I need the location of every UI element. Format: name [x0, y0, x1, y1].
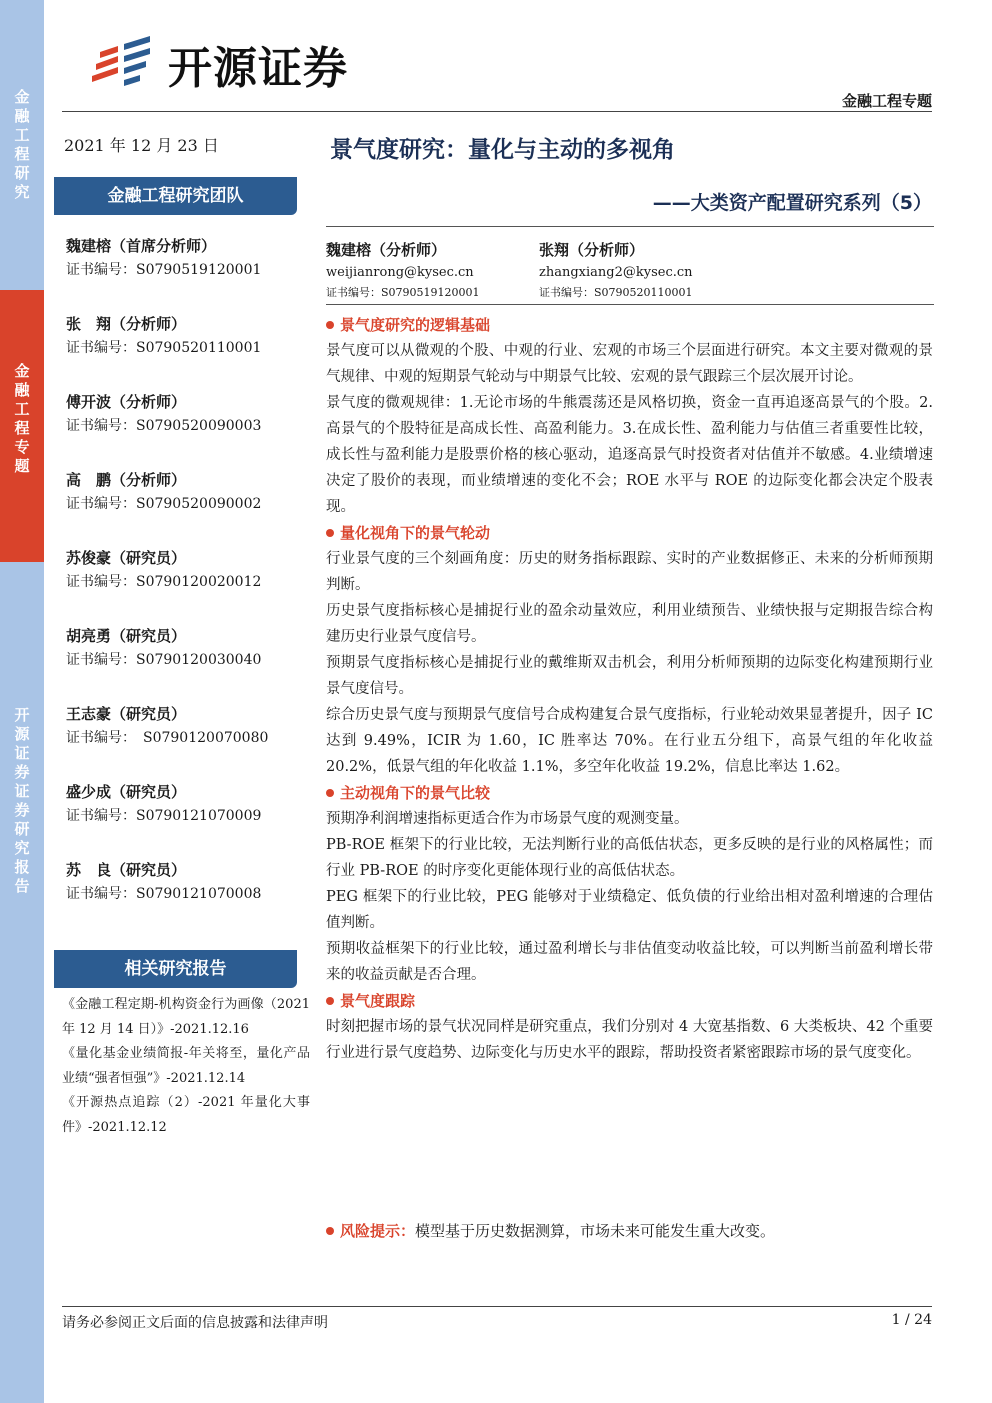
- risk-label: 风险提示：: [340, 1222, 416, 1240]
- logo-text: 开源证券: [168, 43, 348, 94]
- section-paragraph: 景气度的微观规律：1.无论市场的牛熊震荡还是风格切换，资金一直再追逐高景气的个股。2.高景气的个股特征是高成长性、高盈利能力。3.在成长性、盈利能力与估值三者重要性比较，成长性与盈利能力是股票价格的核心驱动，追逐高景气时投资者对估值并不敏感。4.业绩增速决定了股价的表现，而业绩增速的变化不会；ROE 水平与 ROE 的边际变化都会决定个股表现。: [326, 395, 933, 515]
- analyst-entry: [66, 858, 306, 906]
- header-tag: 金融工程专题: [841, 92, 932, 110]
- related-report-link[interactable]: 《开源热点追踪（2）-2021 年量化大事件》-2021.12.12: [62, 1095, 310, 1135]
- section-paragraph: 历史景气度指标核心是捕捉行业的盈余动量效应，利用业绩预告、业绩快报与定期报告综合构建历史行业景气度信号。: [326, 603, 933, 645]
- summary-section: [326, 988, 933, 1066]
- related-report-link[interactable]: 《金融工程定期-机构资金行为画像（2021 年 12 月 14 日）》-2021.12.16: [62, 997, 310, 1037]
- header-divider: [62, 111, 932, 112]
- author-name: 魏建榕（分析师）: [326, 241, 447, 259]
- section-paragraph: 预期景气度指标核心是捕捉行业的戴维斯双击机会，利用分析师预期的边际变化构建预期行业景气度信号。: [326, 655, 933, 697]
- analyst-name: 胡亮勇（研究员）: [66, 627, 187, 645]
- analyst-name: 苏 良（研究员）: [66, 861, 187, 879]
- summary-section: [326, 520, 933, 780]
- section-paragraph: 时刻把握市场的景气状况同样是研究重点，我们分别对 4 大宽基指数、6 大类板块、42 个重要行业进行景气度趋势、边际变化与历史水平的跟踪，帮助投资者紧密跟踪市场的景气度变化。: [326, 1019, 933, 1061]
- analyst-cert: 证书编号： S0790120070080: [66, 730, 269, 746]
- report-subtitle: ——大类资产配置研究系列（5）: [652, 192, 932, 214]
- analyst-entry: [66, 702, 306, 750]
- bullet-icon: [326, 997, 334, 1005]
- section-paragraph: 预期收益框架下的行业比较，通过盈利增长与非估值变动收益比较，可以判断当前盈利增长带来的收益贡献是否合理。: [326, 941, 933, 983]
- bullet-icon: [326, 321, 334, 329]
- related-report-link[interactable]: 《量化基金业绩简报-年关将至，量化产品业绩“强者恒强”》-2021.12.14: [62, 1046, 310, 1086]
- analyst-cert: 证书编号：S0790520090003: [66, 418, 262, 434]
- analyst-name: 苏俊豪（研究员）: [66, 549, 187, 567]
- analyst-entry: [66, 234, 306, 282]
- analyst-name: 高 鹏（分析师）: [66, 471, 187, 489]
- section-paragraph: 景气度可以从微观的个股、中观的行业、宏观的市场三个层面进行研究。本文主要对微观的景气规律、中观的短期景气轮动与中期景气比较、宏观的景气跟踪三个层次展开讨论。: [326, 343, 933, 385]
- author-email[interactable]: weijianrong@kysec.cn: [326, 265, 474, 280]
- page-number: 1 / 24: [891, 1312, 932, 1328]
- company-logo: [88, 30, 388, 94]
- logo-mark-icon: [88, 30, 160, 90]
- analyst-cert: 证书编号：S0790120020012: [66, 574, 262, 590]
- author-cert: 证书编号：S0790520110001: [539, 286, 693, 299]
- related-title: 相关研究报告: [54, 950, 297, 988]
- bullet-icon: [326, 789, 334, 797]
- section-heading: 量化视角下的景气轮动: [326, 520, 933, 546]
- analyst-cert: 证书编号：S0790519120001: [66, 262, 262, 278]
- analyst-name: 傅开波（分析师）: [66, 393, 187, 411]
- summary-content: [326, 312, 933, 1066]
- analyst-entry: [66, 624, 306, 672]
- analyst-cert: 证书编号：S0790520090002: [66, 496, 262, 512]
- analyst-cert: 证书编号：S0790121070009: [66, 808, 262, 824]
- analyst-cert: 证书编号：S0790520110001: [66, 340, 262, 356]
- analyst-cert: 证书编号：S0790120030040: [66, 652, 262, 668]
- section-heading: 主动视角下的景气比较: [326, 780, 933, 806]
- team-title: 金融工程研究团队: [54, 177, 297, 215]
- footer-disclaimer: 请务必参阅正文后面的信息披露和法律声明: [62, 1315, 328, 1331]
- analyst-cert: 证书编号：S0790121070008: [66, 886, 262, 902]
- section-paragraph: 综合历史景气度与预期景气度信号合成构建复合景气度指标，行业轮动效果显著提升，因子 IC 达到 9.49%，ICIR 为 1.60，IC 胜率达 70%。在行业五分组下，高景气组的年化收益 20.2%，低景气组的年化收益 1.1%，多空年化收益 19.2%，信息比率达 1.62。: [326, 707, 933, 775]
- analyst-name: 魏建榕（首席分析师）: [66, 237, 217, 255]
- analyst-entry: [66, 312, 306, 360]
- risk-text: 模型基于历史数据测算，市场未来可能发生重大改变。: [415, 1222, 776, 1240]
- summary-section: [326, 312, 933, 520]
- author-divider: [326, 304, 934, 305]
- footer-divider: [62, 1306, 932, 1307]
- analyst-entry: [66, 468, 306, 516]
- section-heading: 景气度研究的逻辑基础: [326, 312, 933, 338]
- author-email[interactable]: zhangxiang2@kysec.cn: [539, 265, 693, 280]
- summary-section: [326, 780, 933, 988]
- analyst-name: 张 翔（分析师）: [66, 315, 187, 333]
- analyst-entry: [66, 546, 306, 594]
- author-cert: 证书编号：S0790519120001: [326, 286, 480, 299]
- bullet-icon: [326, 1227, 334, 1235]
- related-reports-list: [62, 993, 310, 1140]
- author-name: 张翔（分析师）: [539, 241, 645, 259]
- sidebar-label-topic: 金融工程专题: [14, 362, 30, 475]
- report-date: 2021 年 12 月 23 日: [64, 136, 219, 155]
- author-entry: [326, 238, 480, 302]
- analyst-name: 王志豪（研究员）: [66, 705, 187, 723]
- sidebar-band-bottom: [0, 562, 44, 1403]
- section-paragraph: 行业景气度的三个刻画角度：历史的财务指标跟踪、实时的产业数据修正、未来的分析师预期判断。: [326, 551, 933, 593]
- report-title: 景气度研究：量化与主动的多视角: [330, 137, 675, 163]
- risk-warning: [326, 1218, 775, 1244]
- sidebar-label-research: 金融工程研究: [14, 88, 30, 201]
- bullet-icon: [326, 529, 334, 537]
- sidebar-label-report: 开源证券证券研究报告: [14, 706, 30, 895]
- analyst-name: 盛少成（研究员）: [66, 783, 187, 801]
- author-entry: [539, 238, 693, 302]
- section-heading: 景气度跟踪: [326, 988, 933, 1014]
- section-paragraph: PB-ROE 框架下的行业比较，无法判断行业的高低估状态，更多反映的是行业的风格属性；而行业 PB-ROE 的时序变化更能体现行业的高低估状态。: [326, 837, 933, 879]
- section-paragraph: PEG 框架下的行业比较，PEG 能够对于业绩稳定、低负债的行业给出相对盈利增速的合理估值判断。: [326, 889, 933, 931]
- analyst-entry: [66, 780, 306, 828]
- analyst-entry: [66, 390, 306, 438]
- section-paragraph: 预期净利润增速指标更适合作为市场景气度的观测变量。: [326, 811, 689, 827]
- title-divider: [326, 226, 934, 227]
